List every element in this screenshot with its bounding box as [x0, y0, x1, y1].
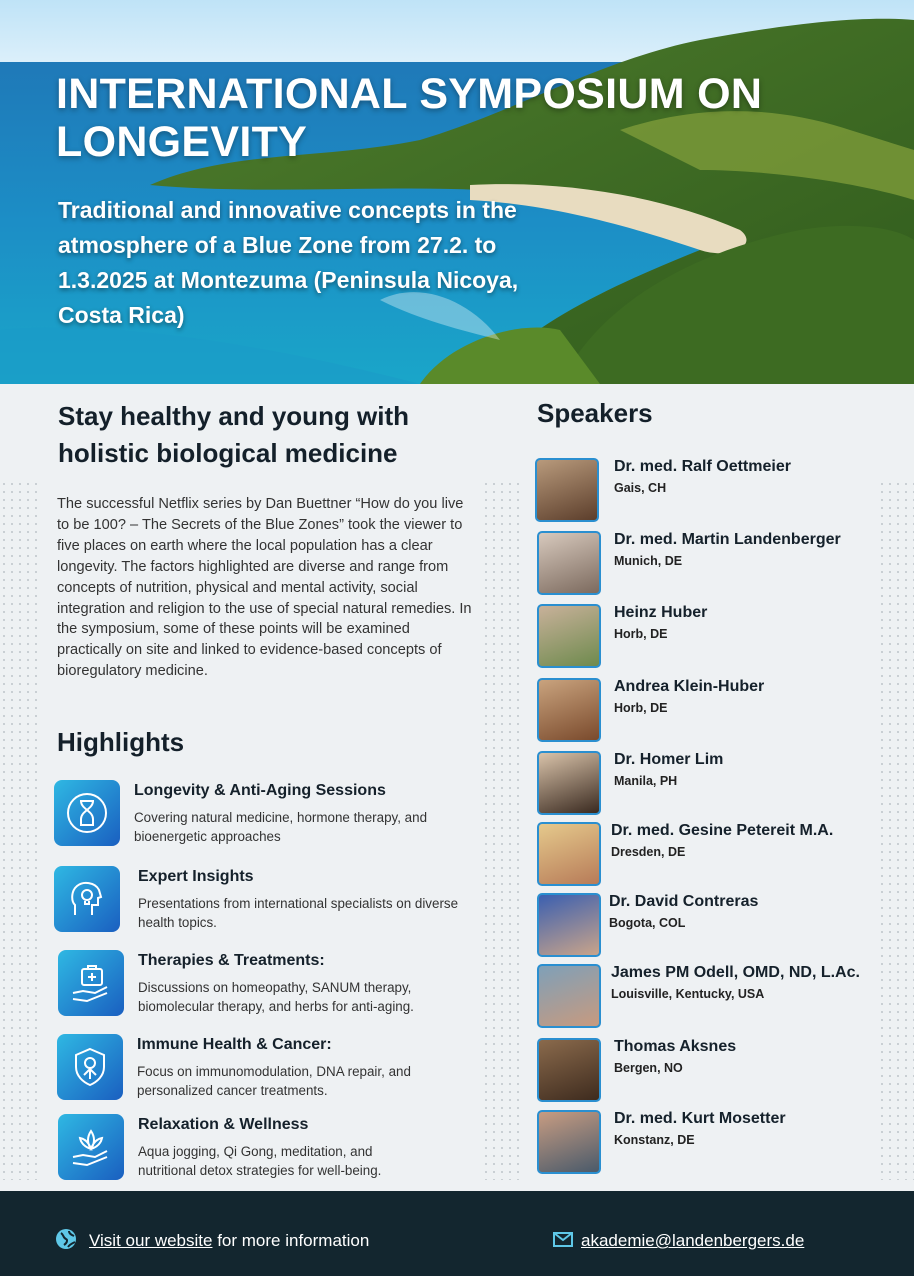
highlight-item	[54, 866, 484, 936]
speaker-location: Gais, CH	[614, 481, 667, 495]
lightbulb-head-icon	[54, 866, 120, 932]
speaker-location: Bogota, COL	[609, 916, 686, 930]
highlight-title: Expert Insights	[138, 868, 254, 885]
speaker-name: Dr. med. Kurt Mosetter	[614, 1110, 786, 1127]
highlight-item	[57, 1034, 487, 1104]
hero-subtitle: Traditional and innovative concepts in the atmosphere of a Blue Zone from 27.2. to 1.3.2025 at Montezuma (Peninsula Nicoya, Costa Rica)	[58, 197, 519, 328]
speaker-photo	[537, 1038, 601, 1102]
highlight-title: Immune Health & Cancer:	[137, 1036, 332, 1053]
speaker-item	[535, 458, 905, 524]
website-link[interactable]: Visit our website	[89, 1231, 213, 1250]
speaker-name: Dr. med. Martin Landenberger	[614, 531, 841, 548]
highlight-title: Therapies & Treatments:	[138, 952, 325, 969]
hero-banner	[0, 0, 914, 384]
highlight-title: Relaxation & Wellness	[138, 1116, 309, 1133]
speaker-name: Heinz Huber	[614, 604, 708, 621]
speaker-photo	[537, 1110, 601, 1174]
speaker-item	[535, 893, 905, 959]
speaker-location: Horb, DE	[614, 627, 668, 641]
left-dot-pattern	[0, 480, 40, 1180]
highlight-title: Longevity & Anti-Aging Sessions	[134, 782, 386, 799]
speaker-photo	[537, 964, 601, 1028]
highlight-desc: Focus on immunomodulation, DNA repair, and personalized cancer treatments.	[137, 1064, 411, 1098]
highlights-heading: Highlights	[57, 727, 185, 757]
speaker-item	[535, 1110, 905, 1176]
medical-kit-hand-icon	[58, 950, 124, 1016]
speaker-location: Dresden, DE	[611, 845, 686, 859]
speaker-name: James PM Odell, OMD, ND, L.Ac.	[611, 964, 860, 981]
speaker-item	[535, 678, 905, 744]
speaker-location: Manila, PH	[614, 774, 678, 788]
highlight-item	[58, 950, 488, 1020]
speaker-name: Andrea Klein-Huber	[614, 678, 765, 695]
speaker-item	[535, 822, 905, 888]
website-link-text	[89, 1231, 369, 1251]
intro-body: The successful Netflix series by Dan Buettner “How do you live to be 100? – The Secrets of the Blue Zones” took the viewer to five places on earth where the local population has a clear longevity. The factors highlighted are diverse and range from concepts of nutrition, physical and mental activity, social integration and religion to the use of special natural remedies. In the symposium, some of these points will be examined practically on site and linked to evidence-based concepts of bioregulatory medicine.	[57, 496, 472, 680]
speaker-item	[535, 751, 905, 817]
highlight-desc: Covering natural medicine, hormone therapy, and bioenergetic approaches	[134, 810, 428, 844]
speaker-location: Bergen, NO	[614, 1061, 683, 1075]
speaker-location: Louisville, Kentucky, USA	[611, 987, 765, 1001]
speaker-item	[535, 1038, 905, 1104]
speaker-item	[535, 531, 905, 597]
speaker-name: Dr. Homer Lim	[614, 751, 724, 768]
globe-icon	[55, 1228, 77, 1250]
middle-dot-pattern	[482, 480, 522, 1180]
speaker-photo	[537, 751, 601, 815]
speaker-photo	[537, 604, 601, 668]
lotus-hand-icon	[58, 1114, 124, 1180]
speaker-location: Munich, DE	[614, 554, 683, 568]
speaker-name: Dr. David Contreras	[609, 893, 759, 910]
immune-shield-icon	[57, 1034, 123, 1100]
email-link[interactable]: akademie@landenbergers.de	[581, 1231, 805, 1250]
speaker-location: Konstanz, DE	[614, 1133, 695, 1147]
speakers-heading: Speakers	[537, 398, 653, 428]
speaker-photo	[535, 458, 599, 522]
speaker-item	[535, 964, 905, 1030]
speaker-name: Thomas Aksnes	[614, 1038, 737, 1055]
highlight-desc: Discussions on homeopathy, SANUM therapy, biomolecular therapy, and herbs for anti-aging.	[138, 980, 414, 1014]
speaker-item	[535, 604, 905, 670]
speaker-photo	[537, 893, 601, 957]
hourglass-icon	[54, 780, 120, 846]
highlight-desc: Aqua jogging, Qi Gong, meditation, and nutritional detox strategies for well-being.	[138, 1144, 382, 1178]
speaker-name: Dr. med. Ralf Oettmeier	[614, 458, 791, 475]
hero-title: INTERNATIONAL SYMPOSIUM ON LONGEVITY	[56, 70, 763, 166]
speaker-name: Dr. med. Gesine Petereit M.A.	[611, 822, 834, 839]
highlight-desc: Presentations from international specialists on diverse health topics.	[138, 896, 459, 930]
intro-heading: Stay healthy and young with holistic biological medicine	[58, 401, 410, 468]
footer	[0, 1191, 914, 1276]
speaker-location: Horb, DE	[614, 701, 668, 715]
speaker-photo	[537, 822, 601, 886]
speaker-photo	[537, 678, 601, 742]
speaker-photo	[537, 531, 601, 595]
website-link-suffix: for more information	[212, 1231, 370, 1250]
highlight-item	[58, 1114, 488, 1184]
highlight-item	[54, 780, 484, 850]
envelope-icon	[553, 1232, 573, 1247]
